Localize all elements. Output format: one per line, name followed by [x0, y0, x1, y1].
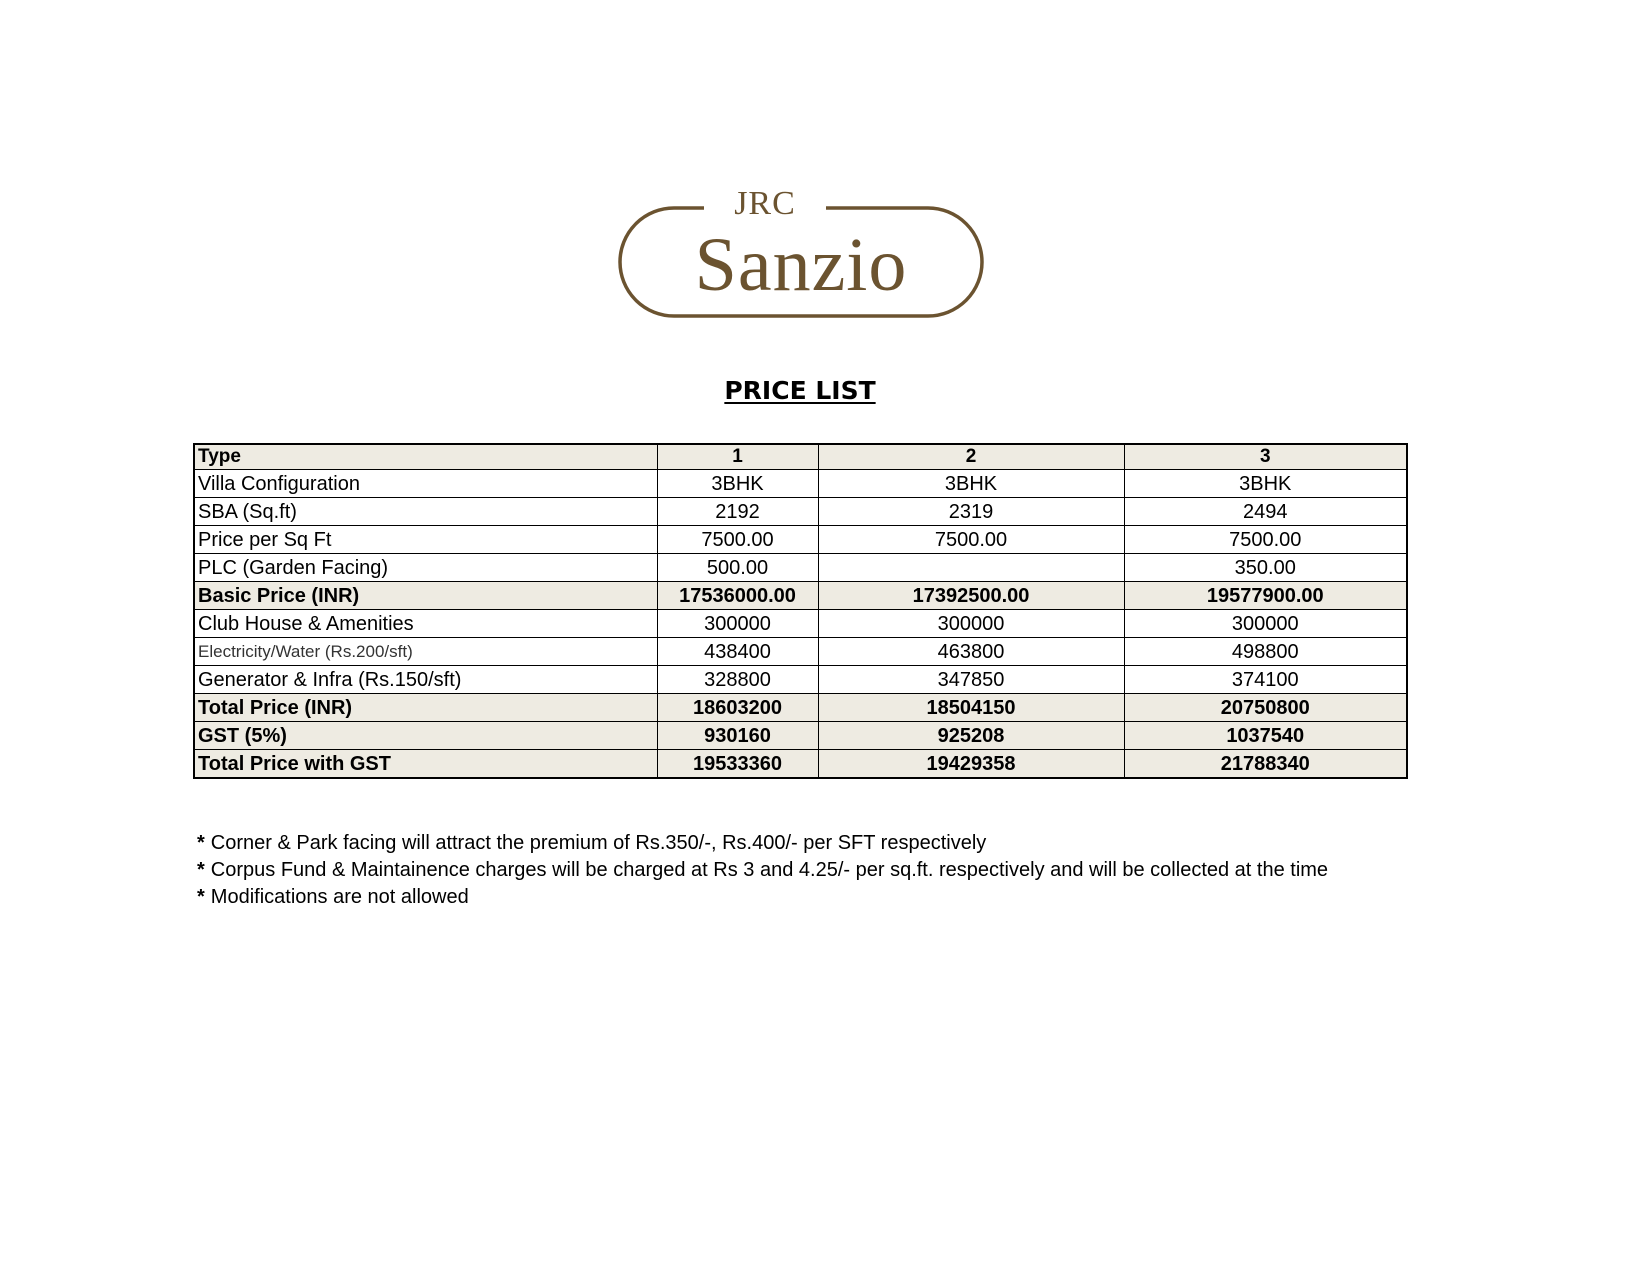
logo-brand-name: Sanzio: [694, 223, 908, 307]
table-row: [194, 498, 1407, 526]
page-title: PRICE LIST: [724, 376, 876, 405]
row-value-col-3: 300000: [1124, 610, 1407, 638]
table-row: [194, 582, 1407, 610]
row-value-col-3: 350.00: [1124, 554, 1407, 582]
header-column-2: 2: [818, 444, 1124, 470]
table-row: [194, 470, 1407, 498]
row-value-col-3: 1037540: [1124, 722, 1407, 750]
notes-section: [197, 830, 1328, 911]
header-column-3: 3: [1124, 444, 1407, 470]
row-value-col-1: 3BHK: [657, 470, 818, 498]
row-value-col-1: 19533360: [657, 750, 818, 779]
header-column-1: 1: [657, 444, 818, 470]
row-value-col-3: 19577900.00: [1124, 582, 1407, 610]
row-label: SBA (Sq.ft): [194, 498, 657, 526]
note-bullet: *: [197, 886, 205, 908]
note-item: [197, 830, 1328, 857]
row-value-col-2: [818, 554, 1124, 582]
row-value-col-2: 2319: [818, 498, 1124, 526]
row-value-col-1: 2192: [657, 498, 818, 526]
table-row: [194, 750, 1407, 779]
row-value-col-1: 17536000.00: [657, 582, 818, 610]
logo-brand-top: JRC: [734, 186, 796, 222]
note-bullet: *: [197, 859, 205, 881]
row-label: Price per Sq Ft: [194, 526, 657, 554]
row-value-col-3: 3BHK: [1124, 470, 1407, 498]
row-label: PLC (Garden Facing): [194, 554, 657, 582]
note-item: [197, 884, 1328, 911]
logo-graphic: [618, 186, 984, 322]
header-type-label: Type: [194, 444, 657, 470]
table-row: [194, 694, 1407, 722]
row-value-col-1: 7500.00: [657, 526, 818, 554]
row-label: Basic Price (INR): [194, 582, 657, 610]
row-label: Electricity/Water (Rs.200/sft): [194, 638, 657, 666]
row-value-col-2: 19429358: [818, 750, 1124, 779]
row-label: Total Price with GST: [194, 750, 657, 779]
note-item: [197, 857, 1328, 884]
table-row: [194, 638, 1407, 666]
note-text: Modifications are not allowed: [210, 886, 469, 908]
row-value-col-1: 438400: [657, 638, 818, 666]
row-value-col-3: 20750800: [1124, 694, 1407, 722]
row-value-col-2: 18504150: [818, 694, 1124, 722]
row-label: Club House & Amenities: [194, 610, 657, 638]
row-value-col-2: 347850: [818, 666, 1124, 694]
row-label: GST (5%): [194, 722, 657, 750]
table-row: [194, 526, 1407, 554]
row-value-col-2: 7500.00: [818, 526, 1124, 554]
row-value-col-1: 300000: [657, 610, 818, 638]
row-value-col-3: 374100: [1124, 666, 1407, 694]
brand-logo: [618, 186, 984, 322]
row-label: Villa Configuration: [194, 470, 657, 498]
row-value-col-1: 930160: [657, 722, 818, 750]
note-text: Corpus Fund & Maintainence charges will be charged at Rs 3 and 4.25/- per sq.ft. respectively and will be collected at the time: [210, 859, 1329, 881]
row-value-col-3: 2494: [1124, 498, 1407, 526]
note-bullet: *: [197, 832, 205, 854]
row-value-col-3: 7500.00: [1124, 526, 1407, 554]
row-value-col-2: 925208: [818, 722, 1124, 750]
table-row: [194, 722, 1407, 750]
row-value-col-2: 17392500.00: [818, 582, 1124, 610]
table-row: [194, 554, 1407, 582]
price-table: [193, 443, 1408, 779]
row-value-col-2: 3BHK: [818, 470, 1124, 498]
table-row: [194, 666, 1407, 694]
table-row: [194, 610, 1407, 638]
row-value-col-3: 21788340: [1124, 750, 1407, 779]
note-text: Corner & Park facing will attract the premium of Rs.350/-, Rs.400/- per SFT respectively: [210, 832, 987, 854]
row-value-col-2: 463800: [818, 638, 1124, 666]
row-label: Generator & Infra (Rs.150/sft): [194, 666, 657, 694]
row-value-col-2: 300000: [818, 610, 1124, 638]
table-header-row: [194, 444, 1407, 470]
row-value-col-1: 500.00: [657, 554, 818, 582]
row-value-col-3: 498800: [1124, 638, 1407, 666]
row-value-col-1: 18603200: [657, 694, 818, 722]
row-value-col-1: 328800: [657, 666, 818, 694]
row-label: Total Price (INR): [194, 694, 657, 722]
